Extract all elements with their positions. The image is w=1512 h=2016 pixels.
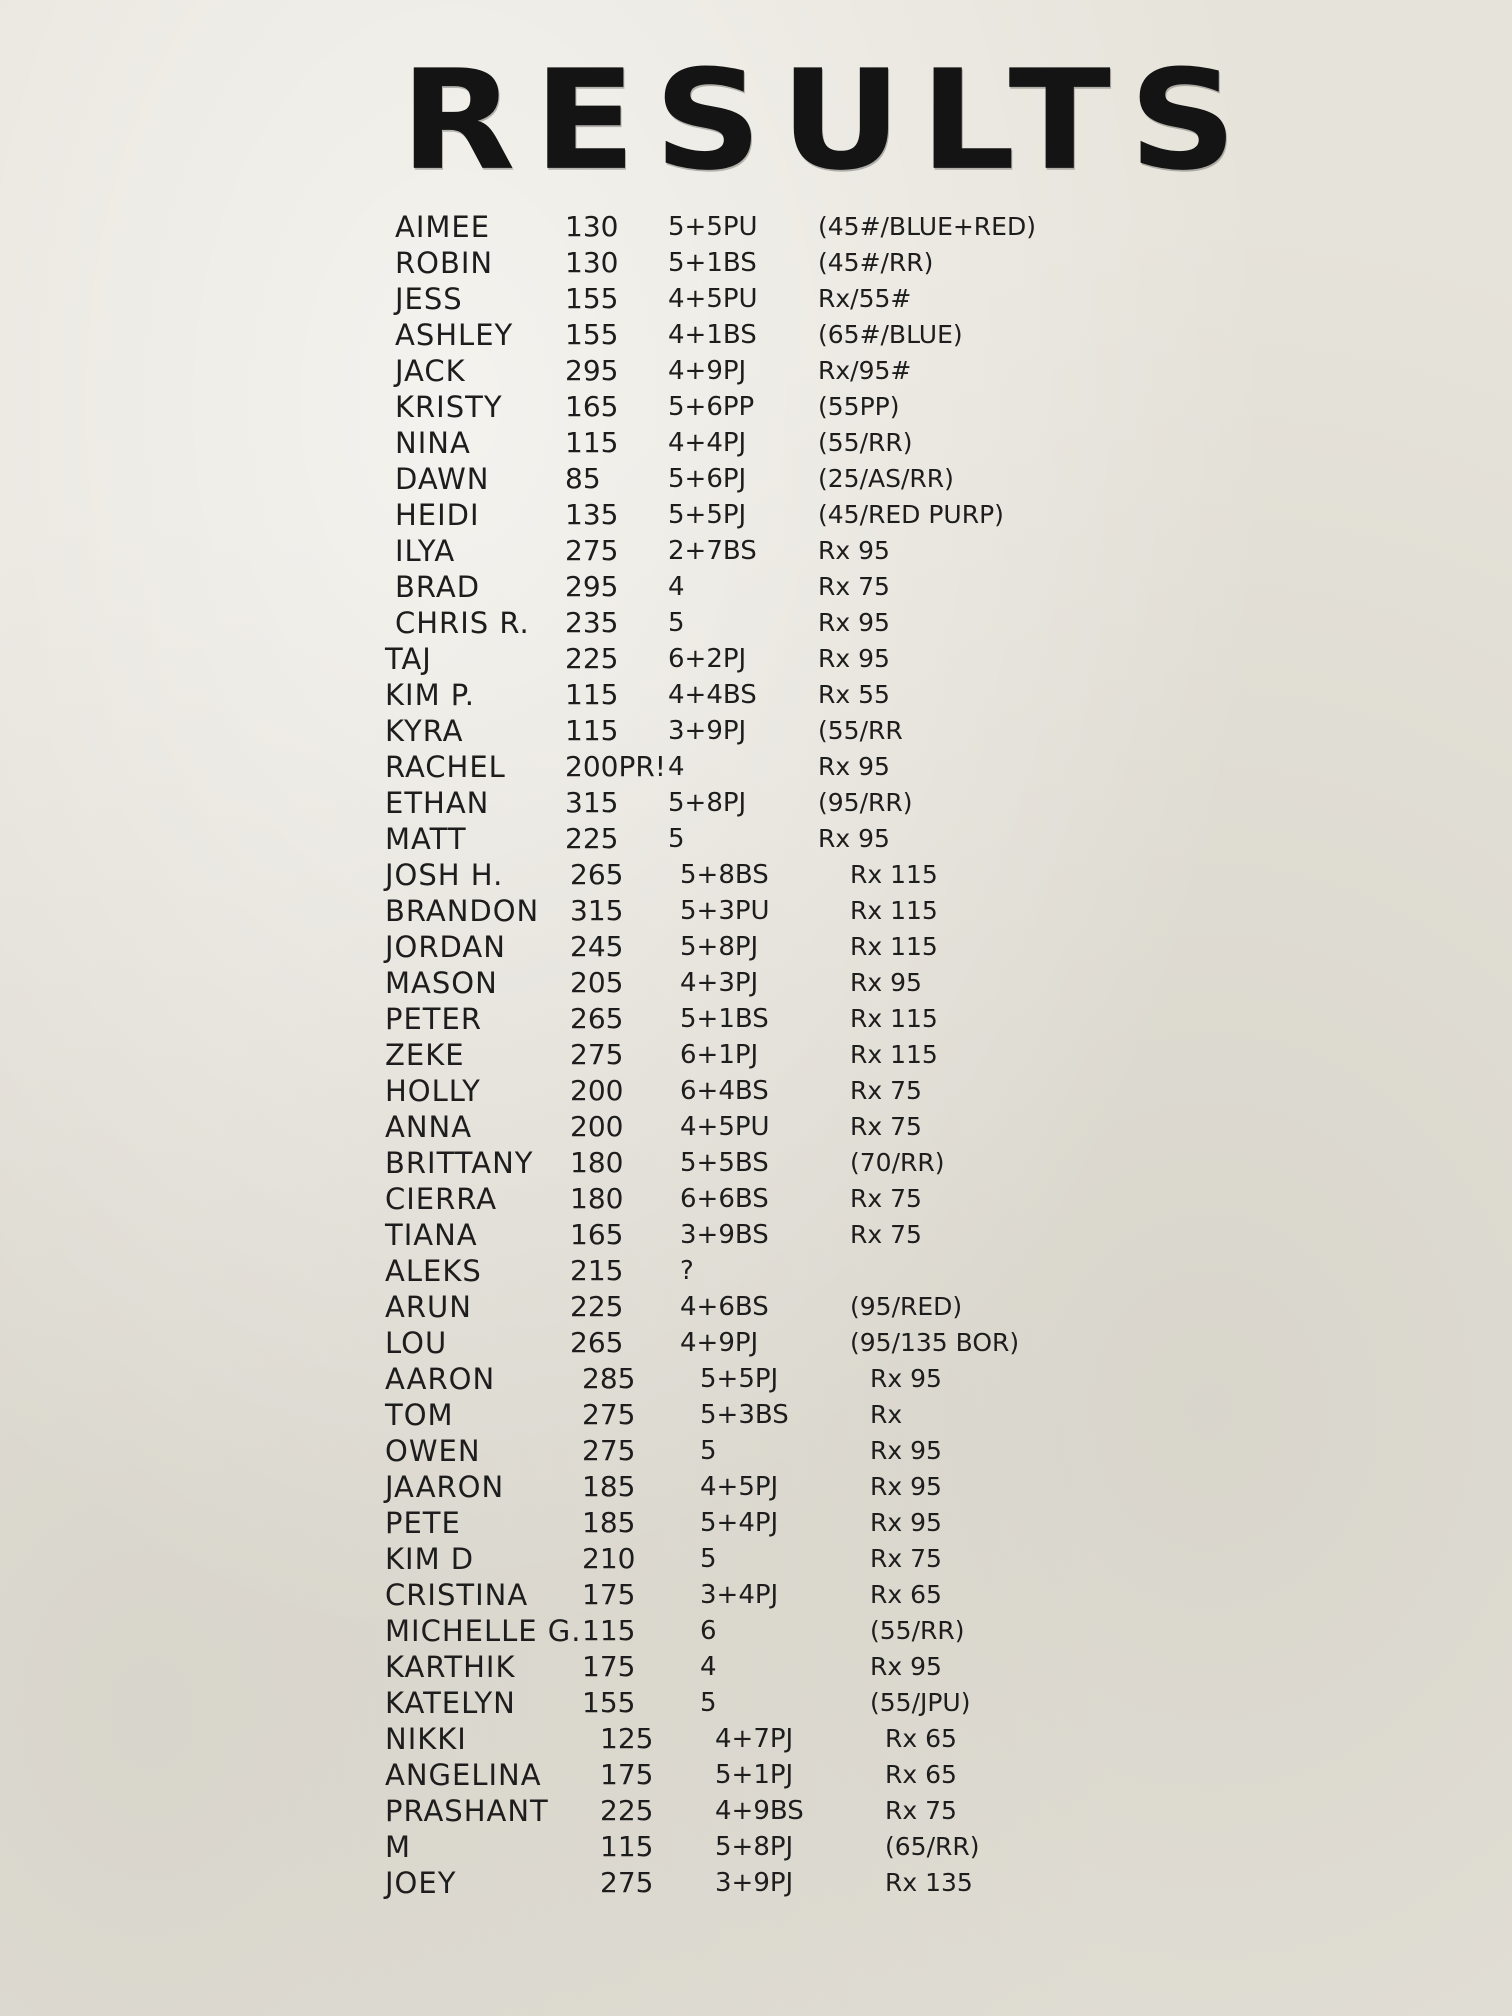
lift-weight: 315 [565, 786, 619, 819]
result-row [0, 1506, 1512, 1540]
result-row [0, 930, 1512, 964]
lift-weight: 115 [600, 1830, 654, 1863]
result-row [0, 966, 1512, 1000]
athlete-name: ZEKE [385, 1038, 465, 1072]
result-row [0, 1182, 1512, 1216]
athlete-name: ALEKS [385, 1254, 482, 1288]
result-row [0, 1830, 1512, 1864]
workout-score: 4+5PJ [700, 1472, 779, 1502]
results-heading: RESULTS [400, 40, 1255, 202]
workout-score: 6+4BS [680, 1076, 769, 1106]
scaling-note: Rx [870, 1400, 903, 1429]
result-row [0, 1254, 1512, 1288]
workout-score: 5+8PJ [680, 932, 759, 962]
workout-score: 6+2PJ [668, 644, 747, 674]
result-row [0, 1290, 1512, 1324]
scaling-note: (45#/BLUE+RED) [818, 212, 1036, 241]
result-row [0, 822, 1512, 856]
lift-weight: 275 [582, 1398, 636, 1431]
athlete-name: LOU [385, 1326, 448, 1360]
scaling-note: (55/RR) [870, 1616, 965, 1645]
lift-weight: 275 [570, 1038, 624, 1071]
workout-score: 4+6BS [680, 1292, 769, 1322]
scaling-note: Rx 95 [870, 1436, 942, 1465]
athlete-name: JACK [395, 354, 466, 388]
workout-score: 4+9PJ [680, 1328, 759, 1358]
lift-weight: 180 [570, 1182, 624, 1215]
lift-weight: 245 [570, 930, 624, 963]
result-row [0, 1614, 1512, 1648]
lift-weight: 275 [565, 534, 619, 567]
scaling-note: Rx 75 [818, 572, 890, 601]
athlete-name: CHRIS R. [395, 606, 530, 640]
lift-weight: 125 [600, 1722, 654, 1755]
result-row [0, 1038, 1512, 1072]
athlete-name: M [385, 1830, 412, 1864]
workout-score: 4+4PJ [668, 428, 747, 458]
athlete-name: JAARON [385, 1470, 505, 1504]
result-row [0, 1074, 1512, 1108]
athlete-name: ASHLEY [395, 318, 514, 352]
lift-weight: 265 [570, 1002, 624, 1035]
scaling-note: (70/RR) [850, 1148, 945, 1177]
result-row [0, 282, 1512, 316]
scaling-note: Rx/95# [818, 356, 912, 385]
workout-score: 4+5PU [680, 1112, 770, 1142]
result-row [0, 1542, 1512, 1576]
athlete-name: ETHAN [385, 786, 490, 820]
result-row [0, 246, 1512, 280]
athlete-name: JESS [395, 282, 463, 316]
result-row [0, 1722, 1512, 1756]
workout-score: 3+9PJ [668, 716, 747, 746]
workout-score: 5+1BS [668, 248, 757, 278]
result-row [0, 570, 1512, 604]
lift-weight: 200PR! [565, 750, 667, 783]
result-row [0, 210, 1512, 244]
workout-score: 2+7BS [668, 536, 757, 566]
scaling-note: Rx 75 [885, 1796, 957, 1825]
scaling-note: Rx 95 [850, 968, 922, 997]
lift-weight: 165 [570, 1218, 624, 1251]
workout-score: 5 [668, 608, 685, 638]
workout-score: 6 [700, 1616, 717, 1646]
result-row [0, 750, 1512, 784]
scaling-note: (45#/RR) [818, 248, 934, 277]
lift-weight: 175 [582, 1650, 636, 1683]
workout-score: 5 [700, 1688, 717, 1718]
workout-score: 5+3BS [700, 1400, 789, 1430]
scaling-note: Rx 115 [850, 896, 938, 925]
scaling-note: (45/RED PURP) [818, 500, 1004, 529]
result-row [0, 894, 1512, 928]
scaling-note: (55PP) [818, 392, 900, 421]
scaling-note: Rx 65 [885, 1760, 957, 1789]
workout-score: 4 [668, 572, 685, 602]
athlete-name: KATELYN [385, 1686, 516, 1720]
result-row [0, 1650, 1512, 1684]
lift-weight: 200 [570, 1074, 624, 1107]
scaling-note: Rx 115 [850, 860, 938, 889]
lift-weight: 115 [565, 714, 619, 747]
lift-weight: 295 [565, 354, 619, 387]
athlete-name: CRISTINA [385, 1578, 529, 1612]
result-row [0, 534, 1512, 568]
workout-score: 4+9BS [715, 1796, 804, 1826]
workout-score: 5+5PJ [700, 1364, 779, 1394]
lift-weight: 200 [570, 1110, 624, 1143]
athlete-name: JORDAN [385, 930, 506, 964]
workout-score: 5+4PJ [700, 1508, 779, 1538]
athlete-name: OWEN [385, 1434, 481, 1468]
scaling-note: Rx 75 [850, 1184, 922, 1213]
lift-weight: 115 [565, 678, 619, 711]
lift-weight: 185 [582, 1470, 636, 1503]
result-row [0, 1002, 1512, 1036]
result-row [0, 354, 1512, 388]
workout-score: 5+5PU [668, 212, 758, 242]
lift-weight: 155 [565, 282, 619, 315]
lift-weight: 115 [582, 1614, 636, 1647]
lift-weight: 295 [565, 570, 619, 603]
workout-score: 4 [700, 1652, 717, 1682]
athlete-name: NINA [395, 426, 471, 460]
result-row [0, 1110, 1512, 1144]
scaling-note: Rx 95 [818, 608, 890, 637]
workout-score: 4+3PJ [680, 968, 759, 998]
lift-weight: 225 [570, 1290, 624, 1323]
result-row [0, 1470, 1512, 1504]
result-row [0, 318, 1512, 352]
scaling-note: Rx 75 [850, 1112, 922, 1141]
scaling-note: (55/RR) [818, 428, 913, 457]
result-row [0, 1362, 1512, 1396]
scaling-note: Rx 95 [818, 752, 890, 781]
lift-weight: 185 [582, 1506, 636, 1539]
workout-score: 4 [668, 752, 685, 782]
workout-score: 4+4BS [668, 680, 757, 710]
scaling-note: (25/AS/RR) [818, 464, 954, 493]
athlete-name: MATT [385, 822, 467, 856]
athlete-name: CIERRA [385, 1182, 498, 1216]
scaling-note: Rx 95 [818, 536, 890, 565]
workout-score: 6+1PJ [680, 1040, 759, 1070]
athlete-name: JOSH H. [385, 858, 504, 892]
result-row [0, 1434, 1512, 1468]
lift-weight: 130 [565, 246, 619, 279]
lift-weight: 275 [582, 1434, 636, 1467]
lift-weight: 315 [570, 894, 624, 927]
workout-score: 4+7PJ [715, 1724, 794, 1754]
athlete-name: BRANDON [385, 894, 540, 928]
lift-weight: 165 [565, 390, 619, 423]
scaling-note: Rx 95 [818, 824, 890, 853]
athlete-name: DAWN [395, 462, 490, 496]
result-row [0, 1578, 1512, 1612]
workout-score: 6+6BS [680, 1184, 769, 1214]
athlete-name: TAJ [385, 642, 432, 676]
result-row [0, 390, 1512, 424]
lift-weight: 275 [600, 1866, 654, 1899]
athlete-name: KIM D [385, 1542, 475, 1576]
result-row [0, 606, 1512, 640]
scaling-note: Rx 115 [850, 932, 938, 961]
scaling-note: Rx 75 [850, 1076, 922, 1105]
result-row [0, 1398, 1512, 1432]
athlete-name: ARUN [385, 1290, 472, 1324]
workout-score: 5+3PU [680, 896, 770, 926]
athlete-name: ILYA [395, 534, 456, 568]
athlete-name: TOM [385, 1398, 454, 1432]
workout-score: 5 [700, 1436, 717, 1466]
lift-weight: 235 [565, 606, 619, 639]
result-row [0, 1146, 1512, 1180]
scaling-note: Rx 95 [870, 1472, 942, 1501]
lift-weight: 215 [570, 1254, 624, 1287]
athlete-name: KARTHIK [385, 1650, 516, 1684]
scaling-note: Rx 95 [818, 644, 890, 673]
lift-weight: 175 [600, 1758, 654, 1791]
athlete-name: KRISTY [395, 390, 503, 424]
scaling-note: Rx 75 [870, 1544, 942, 1573]
workout-score: 5+5BS [680, 1148, 769, 1178]
athlete-name: TIANA [385, 1218, 478, 1252]
workout-score: 5+6PP [668, 392, 755, 422]
athlete-name: PRASHANT [385, 1794, 549, 1828]
lift-weight: 180 [570, 1146, 624, 1179]
scaling-note: Rx 115 [850, 1004, 938, 1033]
athlete-name: RACHEL [385, 750, 506, 784]
athlete-name: MICHELLE G. [385, 1614, 582, 1648]
results-list [0, 210, 1512, 1900]
workout-score: 3+9BS [680, 1220, 769, 1250]
lift-weight: 155 [582, 1686, 636, 1719]
workout-score: 3+9PJ [715, 1868, 794, 1898]
athlete-name: ANGELINA [385, 1758, 542, 1792]
lift-weight: 135 [565, 498, 619, 531]
athlete-name: BRAD [395, 570, 481, 604]
lift-weight: 205 [570, 966, 624, 999]
athlete-name: HEIDI [395, 498, 480, 532]
scaling-note: (65/RR) [885, 1832, 980, 1861]
workout-score: 5+1BS [680, 1004, 769, 1034]
workout-score: 4+5PU [668, 284, 758, 314]
athlete-name: PETE [385, 1506, 461, 1540]
result-row [0, 714, 1512, 748]
athlete-name: HOLLY [385, 1074, 481, 1108]
scaling-note: Rx 75 [850, 1220, 922, 1249]
scaling-note: Rx 115 [850, 1040, 938, 1069]
athlete-name: AIMEE [395, 210, 491, 244]
scaling-note: Rx 135 [885, 1868, 973, 1897]
scaling-note: (55/JPU) [870, 1688, 971, 1717]
scaling-note: Rx 95 [870, 1364, 942, 1393]
workout-score: 5+1PJ [715, 1760, 794, 1790]
workout-score: 5 [700, 1544, 717, 1574]
workout-score: 5+8BS [680, 860, 769, 890]
scaling-note: (95/RR) [818, 788, 913, 817]
athlete-name: MASON [385, 966, 498, 1000]
lift-weight: 115 [565, 426, 619, 459]
scaling-note: Rx 55 [818, 680, 890, 709]
result-row [0, 1758, 1512, 1792]
workout-score: 5+8PJ [668, 788, 747, 818]
athlete-name: ROBIN [395, 246, 494, 280]
workout-score: 5+6PJ [668, 464, 747, 494]
scaling-note: (65#/BLUE) [818, 320, 963, 349]
scaling-note: Rx/55# [818, 284, 912, 313]
athlete-name: PETER [385, 1002, 482, 1036]
result-row [0, 1794, 1512, 1828]
workout-score: 5+5PJ [668, 500, 747, 530]
athlete-name: KYRA [385, 714, 464, 748]
athlete-name: JOEY [385, 1866, 457, 1900]
lift-weight: 225 [565, 822, 619, 855]
lift-weight: 265 [570, 858, 624, 891]
lift-weight: 130 [565, 210, 619, 243]
workout-score: ? [680, 1256, 694, 1286]
result-row [0, 462, 1512, 496]
workout-score: 4+9PJ [668, 356, 747, 386]
lift-weight: 85 [565, 462, 601, 495]
lift-weight: 225 [600, 1794, 654, 1827]
result-row [0, 678, 1512, 712]
athlete-name: KIM P. [385, 678, 475, 712]
scaling-note: Rx 65 [885, 1724, 957, 1753]
lift-weight: 265 [570, 1326, 624, 1359]
workout-score: 5+8PJ [715, 1832, 794, 1862]
result-row [0, 786, 1512, 820]
athlete-name: BRITTANY [385, 1146, 534, 1180]
result-row [0, 1686, 1512, 1720]
lift-weight: 175 [582, 1578, 636, 1611]
lift-weight: 225 [565, 642, 619, 675]
athlete-name: NIKKI [385, 1722, 467, 1756]
athlete-name: ANNA [385, 1110, 473, 1144]
result-row [0, 1326, 1512, 1360]
lift-weight: 210 [582, 1542, 636, 1575]
scaling-note: Rx 95 [870, 1652, 942, 1681]
workout-score: 5 [668, 824, 685, 854]
athlete-name: AARON [385, 1362, 496, 1396]
scaling-note: (55/RR [818, 716, 903, 745]
scaling-note: Rx 65 [870, 1580, 942, 1609]
result-row [0, 858, 1512, 892]
result-row [0, 1866, 1512, 1900]
workout-score: 3+4PJ [700, 1580, 779, 1610]
result-row [0, 1218, 1512, 1252]
scaling-note: (95/135 BOR) [850, 1328, 1020, 1357]
lift-weight: 155 [565, 318, 619, 351]
result-row [0, 498, 1512, 532]
scaling-note: (95/RED) [850, 1292, 963, 1321]
scaling-note: Rx 95 [870, 1508, 942, 1537]
lift-weight: 285 [582, 1362, 636, 1395]
result-row [0, 642, 1512, 676]
result-row [0, 426, 1512, 460]
workout-score: 4+1BS [668, 320, 757, 350]
